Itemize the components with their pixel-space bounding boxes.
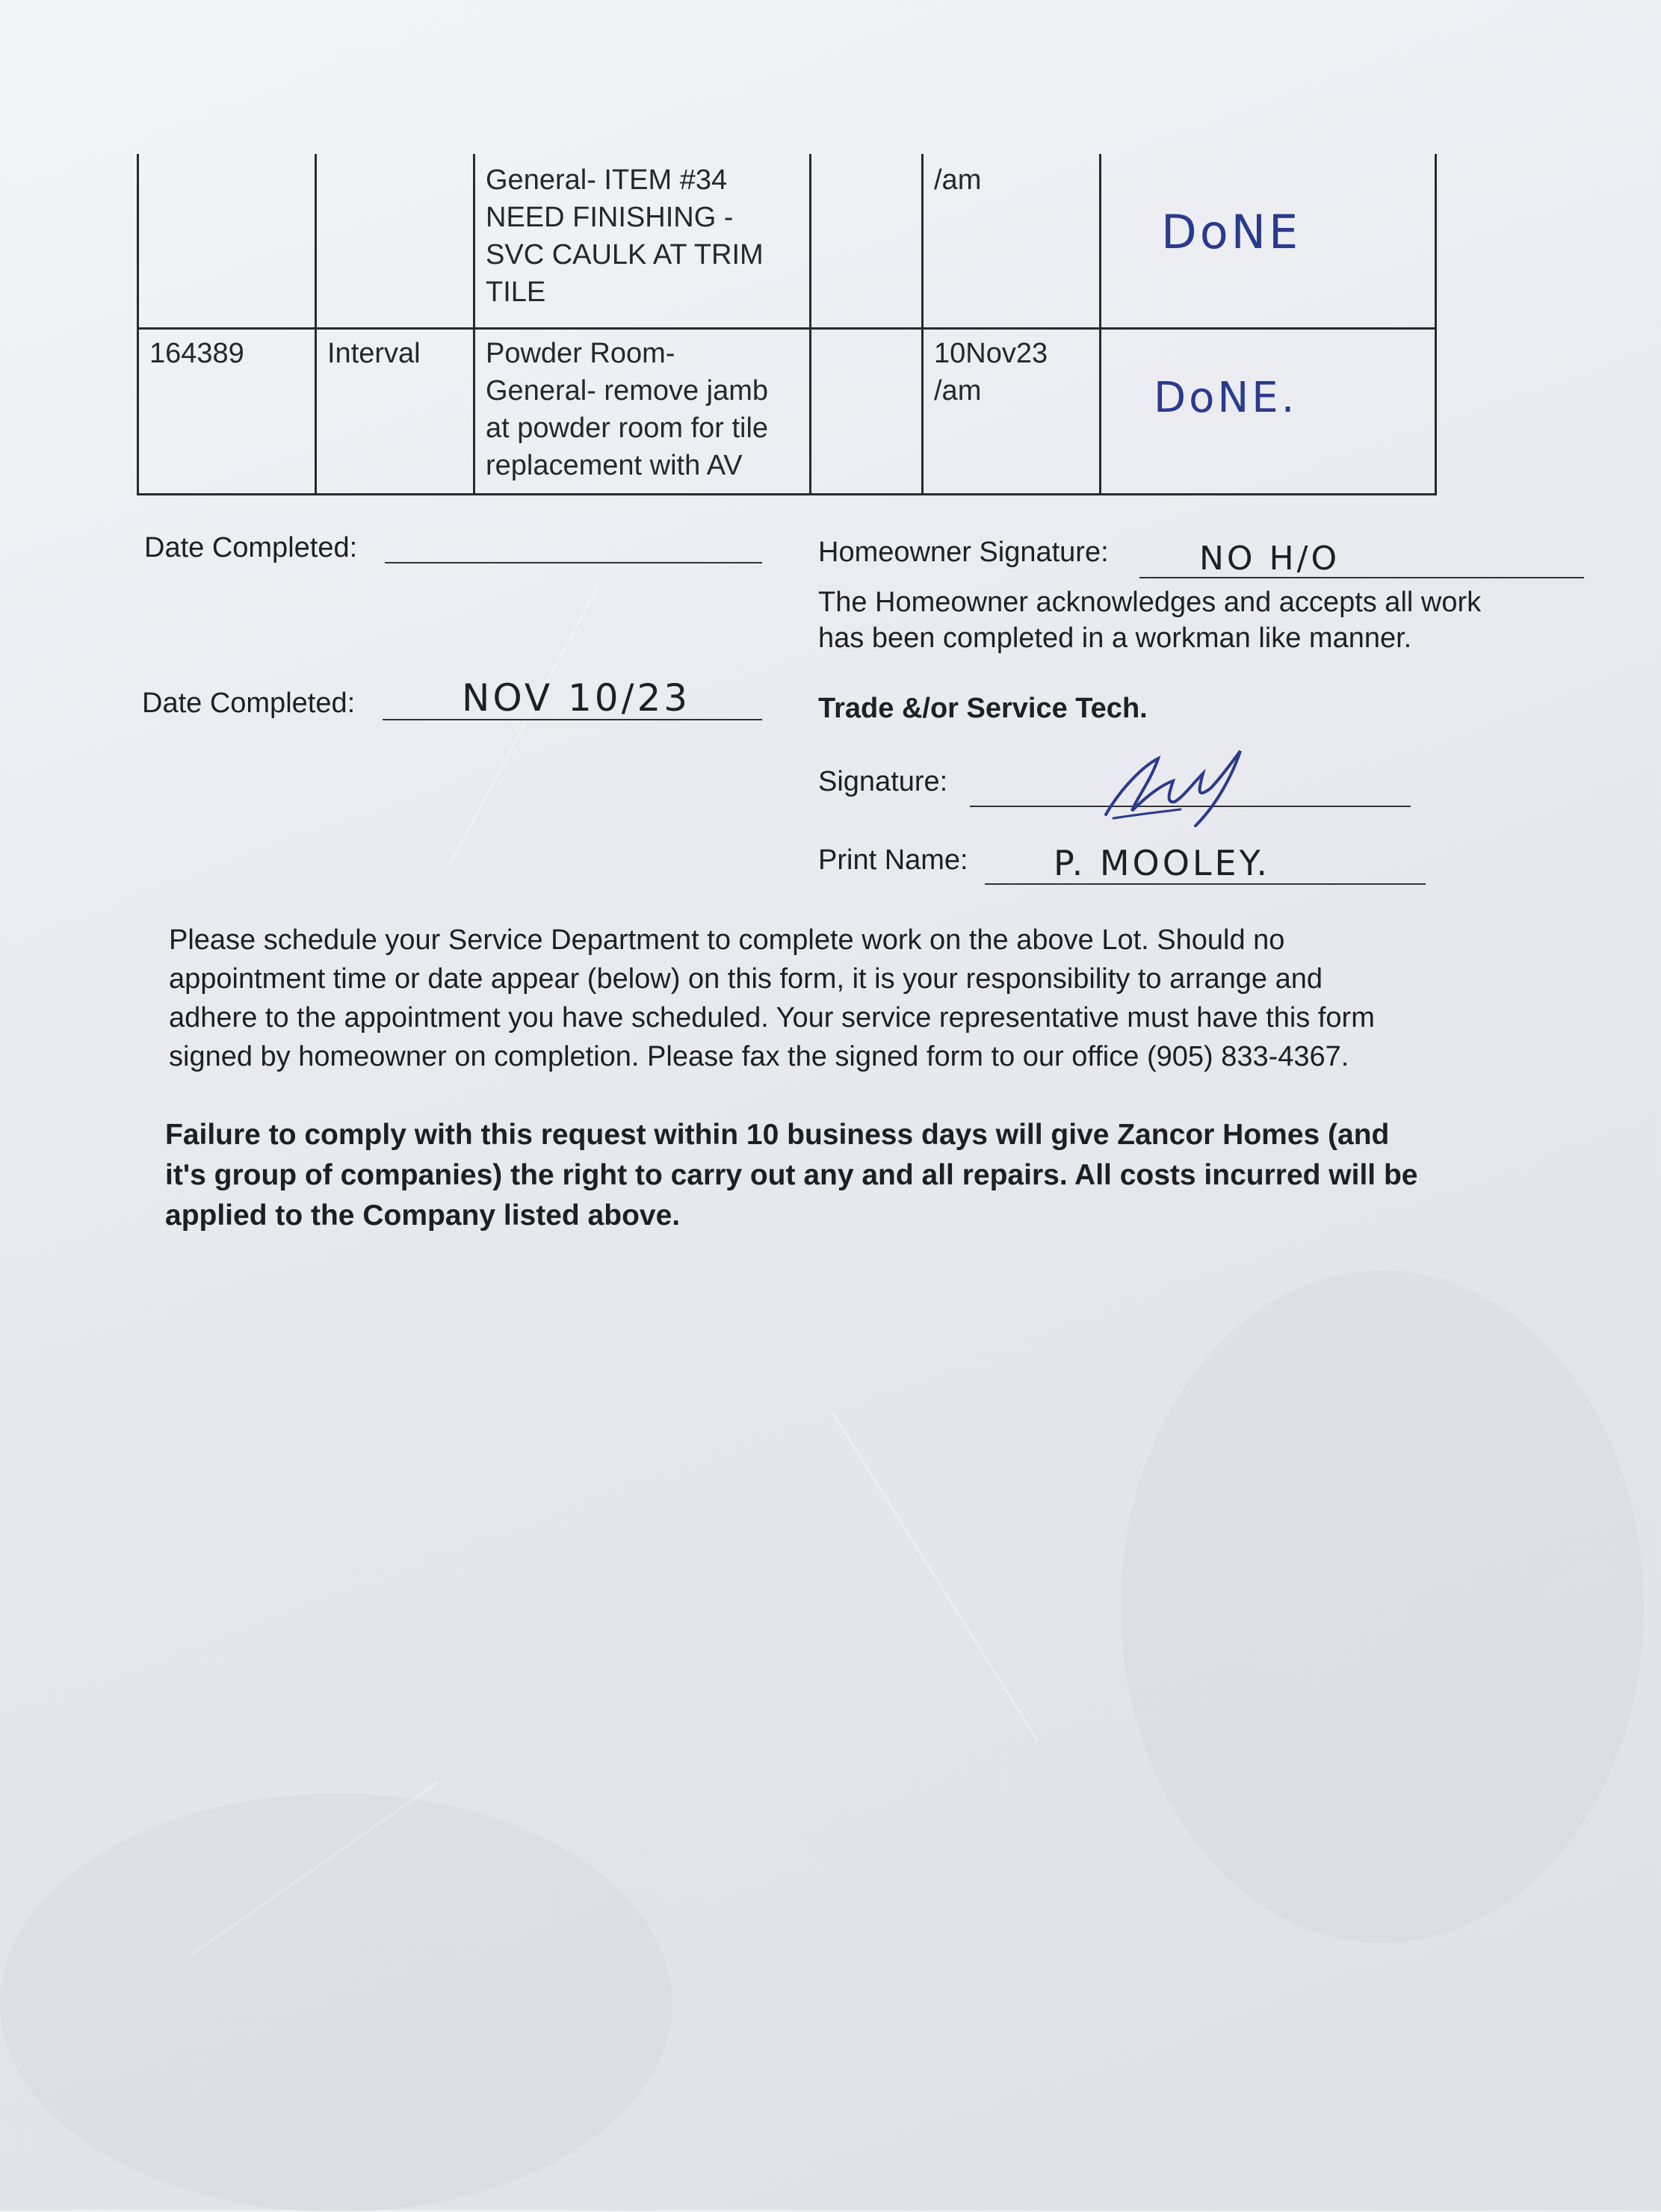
date-completed-label: Date Completed: [144, 532, 358, 563]
id-cell [137, 327, 315, 493]
notice-paragraph [169, 921, 1375, 1076]
tech-signature-scribble [1091, 744, 1255, 833]
paper-shadow [1121, 1270, 1644, 1943]
item-id [139, 154, 315, 169]
notice-line: signed by homeowner on completion. Please fax the signed form to our office (905) 833-4367. [169, 1041, 1349, 1072]
date-completed-label: Date Completed: [142, 688, 356, 719]
warning-line: applied to the Company listed above. [165, 1199, 681, 1232]
description-cell [473, 327, 809, 493]
item-date: 10Nov23 /am [934, 338, 1048, 407]
item-date: /am [934, 164, 982, 196]
item-id: 164389 [149, 338, 244, 369]
acknowledgement-line-2: has been completed in a workman like manner. [818, 622, 1412, 654]
item-type [317, 154, 473, 169]
warning-line: it's group of companies) the right to carry out any and all repairs. All costs incurred will be [165, 1159, 1418, 1191]
warning-line: Failure to comply with this request within 10 business days will give Zancor Homes (and [165, 1119, 1390, 1151]
notice-line: Please schedule your Service Department to complete work on the above Lot. Should no [169, 924, 1285, 956]
id-cell [137, 154, 315, 327]
signature-label: Signature: [818, 766, 948, 797]
extra-cell [809, 327, 921, 493]
paper-shadow [0, 1794, 672, 2212]
table-row [137, 154, 1437, 330]
description-cell [473, 154, 809, 327]
item-extra [811, 327, 921, 342]
item-type: Interval [327, 338, 421, 369]
warning-paragraph [165, 1115, 1418, 1236]
trade-tech-label: Trade &/or Service Tech. [818, 693, 1148, 724]
print-name-line[interactable] [985, 883, 1426, 885]
item-description: General- ITEM #34 NEED FINISHING - SVC CAULK AT TRIM TILE [486, 164, 764, 308]
item-description: Powder Room- General- remove jamb at powder room for tile replacement with AV [486, 338, 769, 481]
item-extra [811, 154, 921, 169]
status-cell [1099, 154, 1437, 327]
date-cell [921, 327, 1099, 493]
notice-line: appointment time or date appear (below) on this form, it is your responsibility to arrange and [169, 963, 1323, 995]
print-name-label: Print Name: [818, 844, 968, 876]
date-cell [921, 154, 1099, 327]
notice-line: adhere to the appointment you have scheduled. Your service representative must have this form [169, 1002, 1375, 1034]
extra-cell [809, 154, 921, 327]
print-name-handwritten: P. MOOLEY. [1054, 843, 1271, 883]
item-status-handwritten: DoNE. [1154, 374, 1298, 422]
date-completed-line[interactable] [385, 562, 762, 563]
type-cell [315, 154, 473, 327]
date-completed-handwritten: NOV 10/23 [462, 676, 691, 720]
paper-crease [450, 586, 599, 864]
homeowner-signature-label: Homeowner Signature: [818, 537, 1109, 568]
acknowledgement-line-1: The Homeowner acknowledges and accepts all work [818, 587, 1482, 618]
homeowner-signature-handwritten: NO H/O [1199, 540, 1340, 578]
table-row [137, 327, 1437, 495]
item-status-handwritten: DoNE [1161, 205, 1302, 259]
status-cell [1099, 327, 1437, 493]
paper-crease [831, 1412, 1039, 1743]
type-cell [315, 327, 473, 493]
